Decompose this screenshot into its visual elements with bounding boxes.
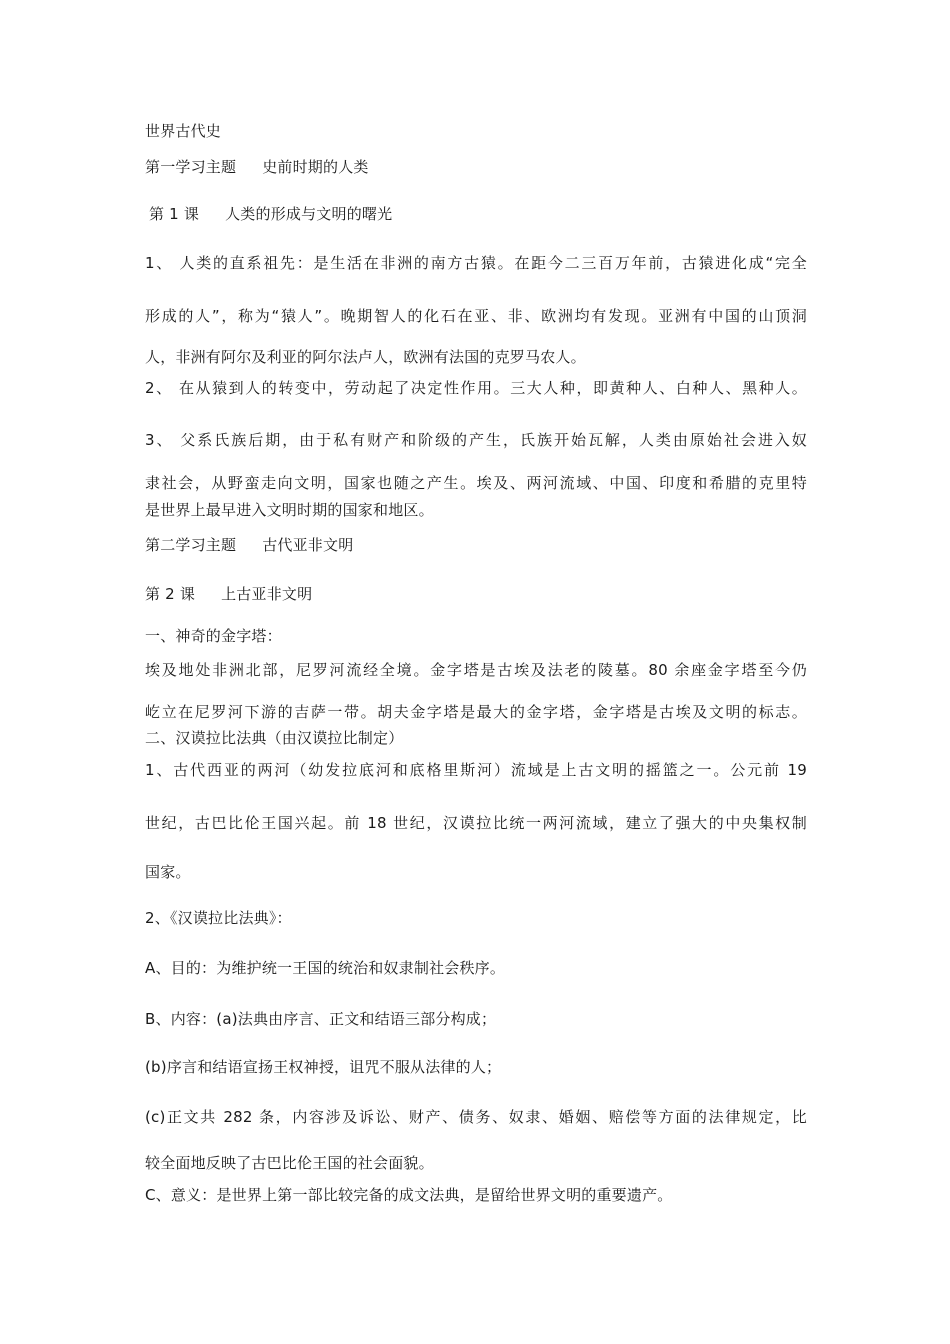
lesson-1-heading [149, 204, 392, 224]
lesson-2-label: 第 2 课 [145, 585, 196, 603]
lesson-1-line-5: 3、 父系氏族后期，由于私有财产和阶级的产生，氏族开始瓦解，人类由原始社会进入奴 [145, 431, 807, 449]
hammurabi-line-5: A、目的：为维护统一王国的统治和奴隶制社会秩序。 [145, 959, 506, 977]
theme-1-name: 史前时期的人类 [262, 158, 369, 176]
lesson-1-line-1: 1、 人类的直系祖先：是生活在非洲的南方古猿。在距今二三百万年前，古猿进化成“完全 [145, 254, 807, 272]
theme-2-label: 第二学习主题 [145, 536, 237, 554]
hammurabi-line-8: (c)正文共 282 条，内容涉及诉讼、财产、债务、奴隶、婚姻、赔偿等方面的法律规定，比 [145, 1108, 807, 1126]
hammurabi-line-1: 1、古代西亚的两河（幼发拉底河和底格里斯河）流域是上古文明的摇篮之一。公元前 19 [145, 761, 807, 779]
hammurabi-line-6: B、内容：(a)法典由序言、正文和结语三部分构成； [145, 1010, 497, 1028]
lesson-1-label: 第 1 课 [149, 205, 200, 223]
theme-2-name: 古代亚非文明 [262, 536, 354, 554]
theme-2-heading [145, 535, 353, 555]
hammurabi-line-2: 世纪，古巴比伦王国兴起。前 18 世纪，汉谟拉比统一两河流域，建立了强大的中央集权制 [145, 814, 807, 832]
lesson-1-line-4: 2、 在从猿到人的转变中，劳动起了决定性作用。三大人种，即黄种人、白种人、黑种人。 [145, 379, 807, 397]
hammurabi-line-9: 较全面地反映了古巴比伦王国的社会面貌。 [145, 1154, 434, 1172]
lesson-1-line-6: 隶社会，从野蛮走向文明，国家也随之产生。埃及、两河流域、中国、印度和希腊的克里特 [145, 474, 807, 492]
lesson-1-name: 人类的形成与文明的曙光 [225, 205, 393, 223]
document-title: 世界古代史 [145, 122, 222, 140]
theme-1-label: 第一学习主题 [145, 158, 237, 176]
pyramid-line-2: 屹立在尼罗河下游的吉萨一带。胡夫金字塔是最大的金字塔，金字塔是古埃及文明的标志。 [145, 703, 807, 721]
lesson-1-line-3: 人，非洲有阿尔及利亚的阿尔法卢人，欧洲有法国的克罗马农人。 [145, 348, 586, 366]
lesson-2-heading [145, 584, 312, 604]
hammurabi-line-7: (b)序言和结语宣扬王权神授，诅咒不服从法律的人； [145, 1058, 502, 1076]
lesson-1-line-2: 形成的人”，称为“猿人”。晚期智人的化石在亚、非、欧洲均有发现。亚洲有中国的山顶洞 [145, 307, 807, 325]
hammurabi-heading: 二、汉谟拉比法典（由汉谟拉比制定） [145, 729, 404, 747]
pyramid-heading: 一、神奇的金字塔： [145, 627, 282, 645]
lesson-2-name: 上古亚非文明 [221, 585, 313, 603]
theme-1-heading [145, 157, 369, 177]
hammurabi-line-10: C、意义：是世界上第一部比较完备的成文法典，是留给世界文明的重要遗产。 [145, 1186, 673, 1204]
lesson-1-line-7: 是世界上最早进入文明时期的国家和地区。 [145, 501, 434, 519]
hammurabi-line-4: 2、《汉谟拉比法典》： [145, 909, 292, 927]
hammurabi-line-3: 国家。 [145, 863, 191, 881]
pyramid-line-1: 埃及地处非洲北部，尼罗河流经全境。金字塔是古埃及法老的陵墓。80 余座金字塔至今仍 [145, 661, 807, 679]
